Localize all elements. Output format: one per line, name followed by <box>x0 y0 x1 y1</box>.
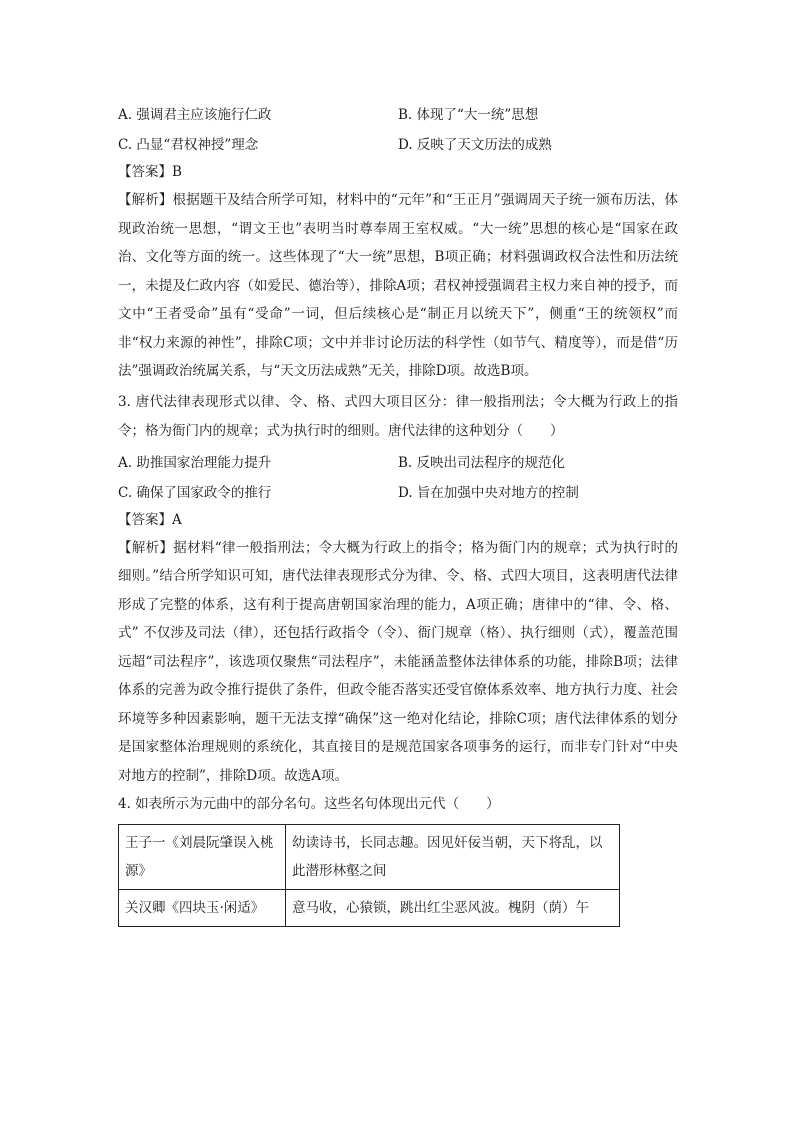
q3-stem: 3. 唐代法律表现形式以律、令、格、式四大项目区分：律一般指刑法；令大概为行政上的指令；格为衙门内的规章；式为执行时的细则。唐代法律的这种划分（ ） <box>118 393 678 439</box>
table-cell-source: 关汉卿《四块玉·闲适》 <box>119 890 286 927</box>
q3-option-b[interactable]: B. 反映出司法程序的规范化 <box>398 454 566 471</box>
q3-option-c[interactable]: C. 确保了国家政令的推行 <box>118 484 272 501</box>
table-row <box>119 825 620 890</box>
q3-analysis: 【解析】据材料“律一般指刑法；令大概为行政上的指令；格为衙门内的规章；式为执行时的细则。”结合所学知识可知，唐代法律表现形式分为律、令、格、式四大项目，这表明唐代法律形成了完整的体系，这有利于提高唐朝国家治理的能力，A项正确；唐律中的“律、令、格、式” 不仅涉及司法（律），还包括行政指令（令）、衙门规章（格）、执行细则（式），覆盖范围远超“司法程序”，该选项仅聚焦“司法程序”，未能涵盖整体法律体系的功能，排除B项；法律体系的完善为政令推行提供了条件，但政令能否落实还受官僚体系效率、地方执行力度、社会环境等多种因素影响，题干无法支撑“确保”这一绝对化结论，排除C项；唐代法律体系的划分是国家整体治理规则的系统化，其直接目的是规范国家各项事务的运行，而非专门针对“中央对地方的控制”，排除D项。故选A项。 <box>118 539 678 784</box>
q4-stem: 4. 如表所示为元曲中的部分名句。这些名句体现出元代（ ） <box>118 796 500 812</box>
q2-analysis: 【解析】根据题干及结合所学可知，材料中的“元年”和“王正月”强调周天子统一颁布历法，体现政治统一思想，“谓文王也”表明当时尊奉周王室权威。“大一统”思想的核心是“国家在政治、文化等方面的统一。这些体现了“大一统”思想，B项正确；材料强调政权合法性和历法统一，未提及仁政内容（如爱民、德治等），排除A项；君权神授强调君主权力来自神的授予，而文中“王者受命”虽有“受命”一词，但后续核心是“制正月以统天下”，侧重“王的统领权”而非“权力来源的神性”，排除C项；文中并非讨论历法的科学性（如节气、精度等），而是借“历法”强调政治统属关系，与“天文历法成熟”无关，排除D项。故选B项。 <box>118 192 678 379</box>
table-cell-quote: 意马收，心猿锁，跳出红尘恶风波。槐阴（荫）午 <box>286 890 620 927</box>
q2-option-row-2 <box>118 128 678 158</box>
q2-option-b[interactable]: B. 体现了“大一统”思想 <box>398 107 539 123</box>
table-cell-source: 王子一《刘晨阮肇误入桃源》 <box>119 825 286 890</box>
q3-option-d[interactable]: D. 旨在加强中央对地方的控制 <box>398 484 579 501</box>
q2-option-d[interactable]: D. 反映了天文历法的成熟 <box>398 137 552 153</box>
q3-option-row-1 <box>118 446 678 476</box>
q3-answer: 【答案】A <box>118 511 182 528</box>
document-page <box>118 98 678 927</box>
q2-option-c[interactable]: C. 凸显“君权神授”理念 <box>118 137 259 153</box>
q2-answer: 【答案】B <box>118 164 182 180</box>
q3-option-a[interactable]: A. 助推国家治理能力提升 <box>118 454 272 471</box>
q3-option-row-2 <box>118 476 678 506</box>
q2-option-row-1 <box>118 98 678 128</box>
q2-option-a[interactable]: A. 强调君主应该施行仁政 <box>118 107 272 123</box>
table-row <box>119 890 620 927</box>
table-cell-quote: 幼读诗书，长同志趣。因见奸佞当朝，天下将乱，以此潜形林壑之间 <box>286 825 620 890</box>
q4-table <box>118 824 620 927</box>
